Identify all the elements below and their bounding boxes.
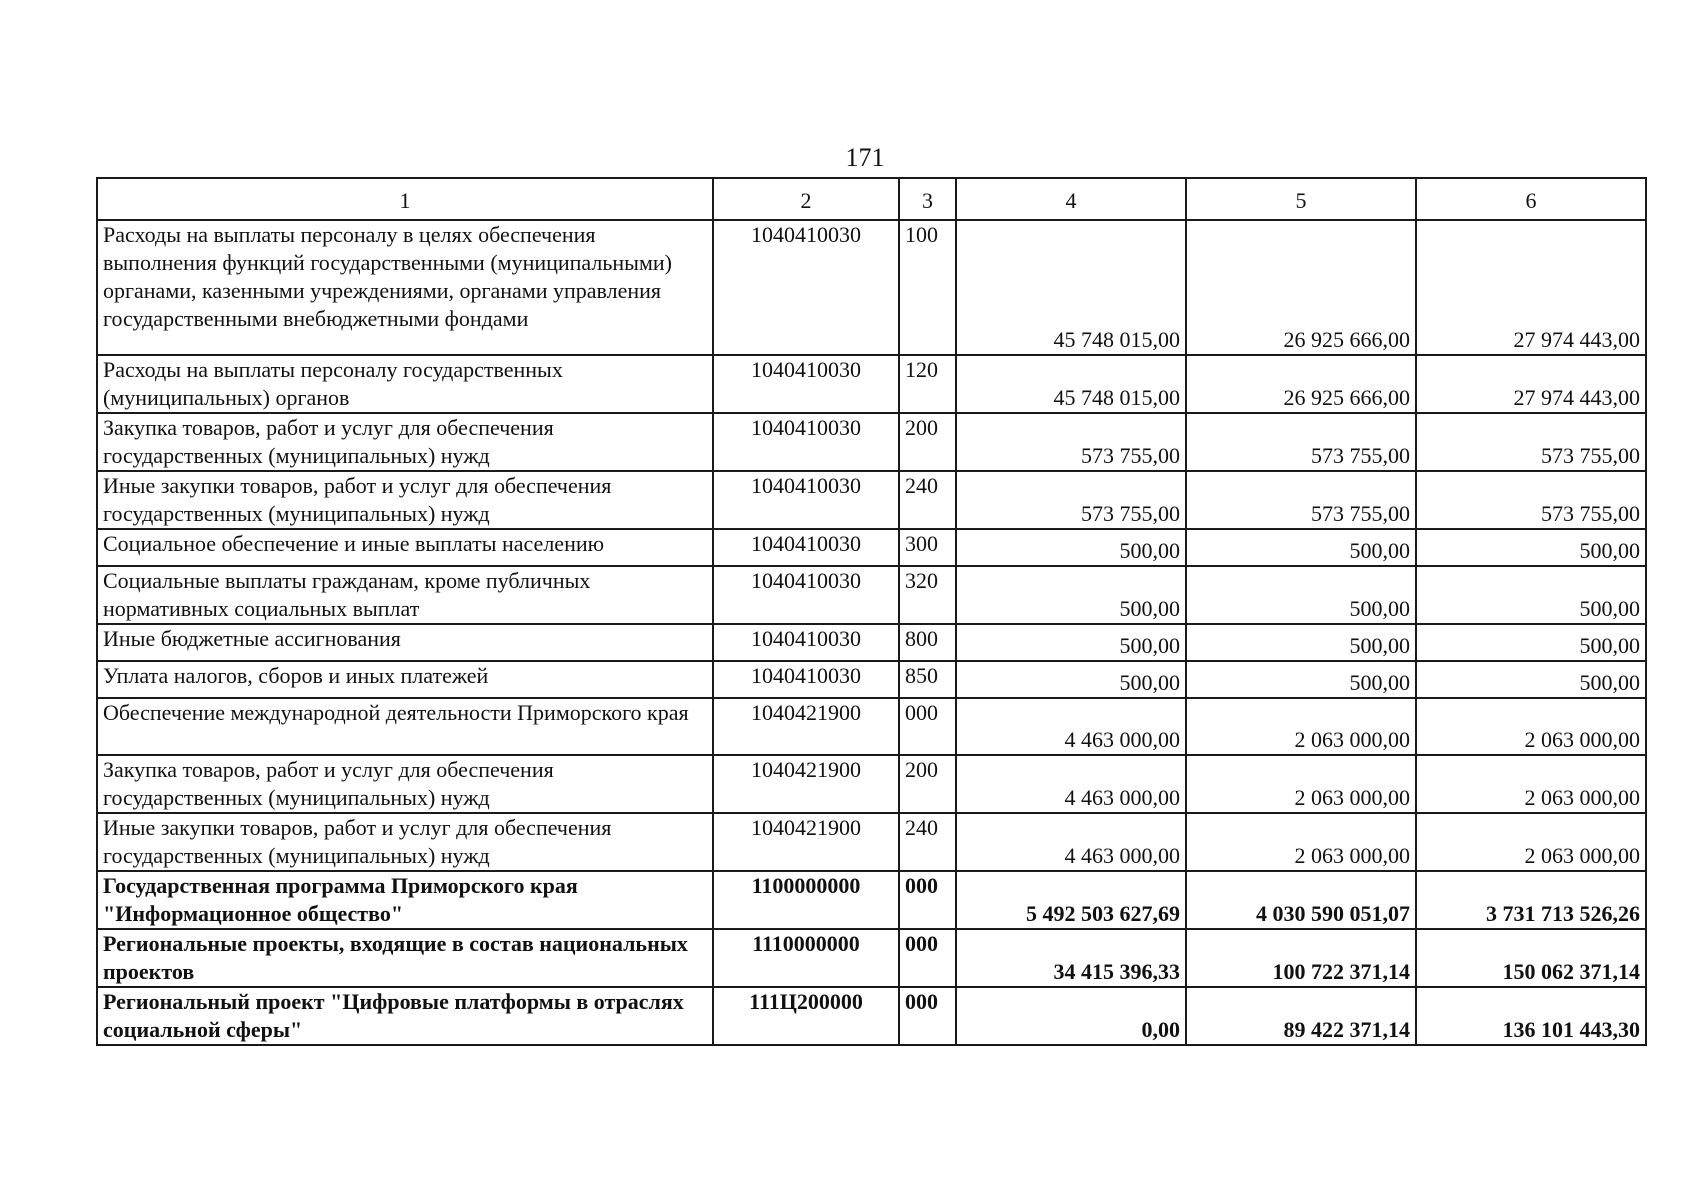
- table-row: [97, 698, 1646, 755]
- row-value-col5: 500,00: [1186, 661, 1416, 698]
- row-value-col6: 2 063 000,00: [1416, 755, 1646, 813]
- row-code: 1040410030: [713, 529, 899, 566]
- row-value-col6: 136 101 443,30: [1416, 987, 1646, 1045]
- row-value-col4: 573 755,00: [956, 471, 1186, 529]
- row-name: Социальные выплаты гражданам, кроме публичных нормативных социальных выплат: [97, 566, 713, 624]
- table-header-row: [97, 178, 1646, 220]
- row-expense-type: 320: [899, 566, 956, 624]
- table-row: [97, 413, 1646, 471]
- table-row: [97, 987, 1646, 1045]
- row-value-col5: 573 755,00: [1186, 413, 1416, 471]
- header-cell-3: 3: [899, 178, 956, 220]
- row-value-col4: 500,00: [956, 566, 1186, 624]
- row-value-col4: 573 755,00: [956, 413, 1186, 471]
- row-value-col4: 45 748 015,00: [956, 220, 1186, 355]
- row-expense-type: 000: [899, 871, 956, 929]
- row-code: 1040410030: [713, 355, 899, 413]
- row-name: Расходы на выплаты персоналу государственных (муниципальных) органов: [97, 355, 713, 413]
- row-name: Закупка товаров, работ и услуг для обеспечения государственных (муниципальных) нужд: [97, 413, 713, 471]
- table-row: [97, 661, 1646, 698]
- row-code: 1040410030: [713, 220, 899, 355]
- row-value-col4: 4 463 000,00: [956, 813, 1186, 871]
- header-cell-6: 6: [1416, 178, 1646, 220]
- row-expense-type: 240: [899, 813, 956, 871]
- row-value-col6: 500,00: [1416, 566, 1646, 624]
- row-value-col4: 500,00: [956, 661, 1186, 698]
- row-code: 1040421900: [713, 813, 899, 871]
- table-row: [97, 755, 1646, 813]
- row-value-col6: 573 755,00: [1416, 413, 1646, 471]
- row-expense-type: 850: [899, 661, 956, 698]
- table-row: [97, 471, 1646, 529]
- table-row: [97, 813, 1646, 871]
- row-value-col5: 2 063 000,00: [1186, 813, 1416, 871]
- row-value-col5: 2 063 000,00: [1186, 698, 1416, 755]
- row-code: 1040421900: [713, 755, 899, 813]
- header-cell-4: 4: [956, 178, 1186, 220]
- row-name: Уплата налогов, сборов и иных платежей: [97, 661, 713, 698]
- table-body: [97, 178, 1646, 1045]
- row-value-col5: 500,00: [1186, 624, 1416, 661]
- row-expense-type: 000: [899, 929, 956, 987]
- row-value-col4: 500,00: [956, 529, 1186, 566]
- table-row: [97, 566, 1646, 624]
- row-expense-type: 800: [899, 624, 956, 661]
- row-value-col6: 3 731 713 526,26: [1416, 871, 1646, 929]
- row-value-col4: 4 463 000,00: [956, 698, 1186, 755]
- row-value-col6: 2 063 000,00: [1416, 813, 1646, 871]
- row-value-col6: 27 974 443,00: [1416, 355, 1646, 413]
- row-expense-type: 120: [899, 355, 956, 413]
- row-name: Региональный проект "Цифровые платформы в отраслях социальной сферы": [97, 987, 713, 1045]
- row-name: Государственная программа Приморского края "Информационное общество": [97, 871, 713, 929]
- row-code: 1040410030: [713, 661, 899, 698]
- row-value-col6: 27 974 443,00: [1416, 220, 1646, 355]
- row-name: Иные закупки товаров, работ и услуг для обеспечения государственных (муниципальных) нужд: [97, 813, 713, 871]
- row-expense-type: 000: [899, 698, 956, 755]
- row-name: Обеспечение международной деятельности Приморского края: [97, 698, 713, 755]
- row-code: 111Ц200000: [713, 987, 899, 1045]
- row-value-col5: 26 925 666,00: [1186, 355, 1416, 413]
- row-expense-type: 200: [899, 413, 956, 471]
- row-value-col6: 500,00: [1416, 661, 1646, 698]
- row-value-col6: 2 063 000,00: [1416, 698, 1646, 755]
- row-name: Расходы на выплаты персоналу в целях обеспечения выполнения функций государственными (муниципальными) органами, казенными учреждениями, органами управления государственными внебюджетными фондами: [97, 220, 713, 355]
- row-value-col4: 45 748 015,00: [956, 355, 1186, 413]
- header-cell-1: 1: [97, 178, 713, 220]
- row-value-col4: 500,00: [956, 624, 1186, 661]
- row-value-col4: 0,00: [956, 987, 1186, 1045]
- row-expense-type: 300: [899, 529, 956, 566]
- row-code: 1040410030: [713, 624, 899, 661]
- row-name: Региональные проекты, входящие в состав национальных проектов: [97, 929, 713, 987]
- table-row: [97, 929, 1646, 987]
- row-value-col6: 500,00: [1416, 529, 1646, 566]
- row-value-col5: 500,00: [1186, 566, 1416, 624]
- row-value-col6: 573 755,00: [1416, 471, 1646, 529]
- row-code: 1040410030: [713, 413, 899, 471]
- row-value-col5: 573 755,00: [1186, 471, 1416, 529]
- row-expense-type: 200: [899, 755, 956, 813]
- row-value-col6: 500,00: [1416, 624, 1646, 661]
- row-code: 1100000000: [713, 871, 899, 929]
- row-value-col6: 150 062 371,14: [1416, 929, 1646, 987]
- row-name: Иные закупки товаров, работ и услуг для обеспечения государственных (муниципальных) нужд: [97, 471, 713, 529]
- row-code: 1110000000: [713, 929, 899, 987]
- table-row: [97, 220, 1646, 355]
- row-value-col5: 100 722 371,14: [1186, 929, 1416, 987]
- row-code: 1040410030: [713, 566, 899, 624]
- table-row: [97, 529, 1646, 566]
- budget-table: [96, 177, 1647, 1046]
- row-name: Социальное обеспечение и иные выплаты населению: [97, 529, 713, 566]
- page-number: 171: [845, 143, 885, 172]
- row-expense-type: 240: [899, 471, 956, 529]
- row-code: 1040421900: [713, 698, 899, 755]
- row-value-col5: 500,00: [1186, 529, 1416, 566]
- table-row: [97, 871, 1646, 929]
- row-value-col5: 89 422 371,14: [1186, 987, 1416, 1045]
- row-expense-type: 000: [899, 987, 956, 1045]
- row-value-col4: 34 415 396,33: [956, 929, 1186, 987]
- row-value-col4: 4 463 000,00: [956, 755, 1186, 813]
- row-name: Закупка товаров, работ и услуг для обеспечения государственных (муниципальных) нужд: [97, 755, 713, 813]
- table-row: [97, 355, 1646, 413]
- header-cell-2: 2: [713, 178, 899, 220]
- row-name: Иные бюджетные ассигнования: [97, 624, 713, 661]
- row-expense-type: 100: [899, 220, 956, 355]
- row-value-col5: 2 063 000,00: [1186, 755, 1416, 813]
- row-value-col5: 26 925 666,00: [1186, 220, 1416, 355]
- row-value-col4: 5 492 503 627,69: [956, 871, 1186, 929]
- header-cell-5: 5: [1186, 178, 1416, 220]
- row-value-col5: 4 030 590 051,07: [1186, 871, 1416, 929]
- row-code: 1040410030: [713, 471, 899, 529]
- table-row: [97, 624, 1646, 661]
